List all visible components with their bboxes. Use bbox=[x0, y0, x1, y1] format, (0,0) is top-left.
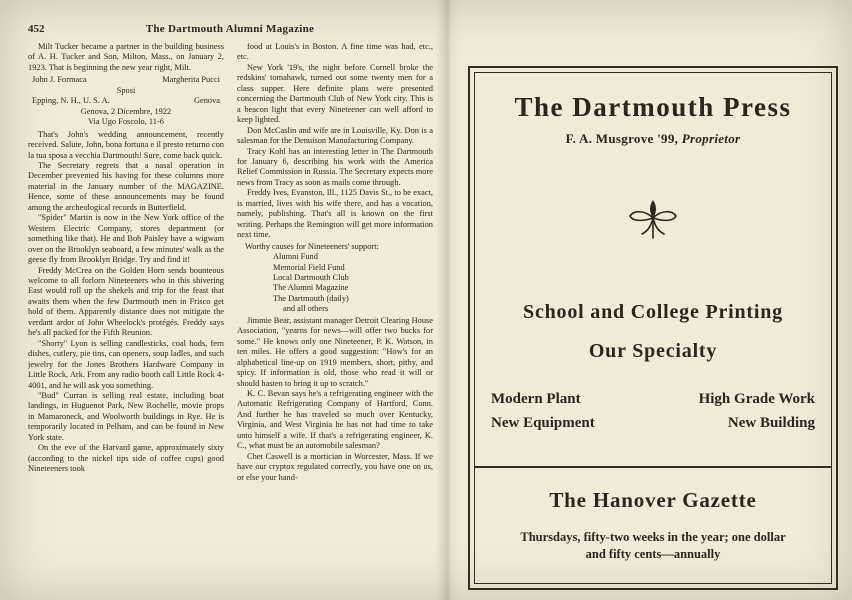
paragraph: "Bud" Curran is selling real estate, including boat landings, in Huguenot Park, New Rochelle, movie props in Mamaroneck, and Woolworth buildings in Rye. He is temporarily located in Pelham, and can be found in New York state. bbox=[28, 390, 224, 442]
gazette-info-line1: Thursdays, fifty-two weeks in the year; one dollar bbox=[520, 530, 786, 544]
paragraph: K. C. Bevan says he's a refrigerating engineer with the Automatic Refrigerating Company of Hartford, Conn. And further he has traveled so much over Kentucky, Virginia, and West Virginia he has not had time to take unto himself a wife. If that's a refrigerating engineer, K. C., what must be an automobile salesman? bbox=[237, 388, 433, 451]
proprietor-name: F. A. Musgrove '99, bbox=[565, 131, 679, 146]
feature-item: High Grade Work bbox=[698, 391, 815, 407]
ad-proprietor-line bbox=[475, 131, 831, 147]
wedding-announcement bbox=[28, 75, 224, 127]
gazette-info bbox=[475, 529, 831, 563]
gazette-info-line2: and fifty cents—annually bbox=[585, 546, 721, 561]
paragraph: Freddy McCrea on the Golden Horn sends bounteous welcome to all forlorn Nineteeners who in this shivering East would roll up the shekels and trip for the feast that awaits them when the few Dartmouth men in Frisco get hold of them. Apparently distance does not mitigate the verdant ardor of John Wheelock's protégés. Freddy says he's all packed for the Fifth Reunion. bbox=[28, 265, 224, 338]
groom-location: Epping, N. H., U. S. A. bbox=[32, 96, 110, 106]
gazette-title: The Hanover Gazette bbox=[549, 488, 757, 512]
paragraph: Tracy Kohl has an interesting letter in The Dartmouth for January 6, describing his work with the America Relief Commission in Russia. The Secretary expects more news from Tracy as soon as mails come through. bbox=[237, 146, 433, 187]
announcement-address: Via Ugo Foscolo, 11-6 bbox=[88, 117, 164, 127]
left-page-header bbox=[28, 23, 432, 35]
page-header-title: The Dartmouth Alumni Magazine bbox=[145, 23, 315, 35]
left-column bbox=[28, 42, 224, 582]
proprietor-title: Proprietor bbox=[681, 131, 741, 146]
paragraph: Don McCaslin and wife are in Louisville, Ky. Don is a salesman for the Denuison Manufacturing Company. bbox=[237, 125, 433, 146]
groom-name: John J. Formaca bbox=[32, 75, 87, 85]
right-column bbox=[237, 42, 433, 582]
cause-item: The Dartmouth (daily) bbox=[273, 293, 349, 303]
paragraph: food at Louis's in Boston. A fine time was had, etc., etc. bbox=[237, 42, 433, 62]
ad-divider-rule bbox=[475, 466, 831, 468]
announcement-sposi: Sposi bbox=[116, 85, 136, 95]
paragraph: On the eve of the Harvard game, approximately sixty (according to the nickel tips side of coffee cups) good Nineteeners took bbox=[28, 443, 224, 474]
advertisement-page bbox=[474, 72, 832, 584]
feature-item: New Equipment bbox=[491, 415, 595, 431]
announcement-locations-row bbox=[28, 96, 224, 106]
feature-item: Modern Plant bbox=[491, 391, 581, 407]
worthy-causes-list bbox=[237, 242, 433, 315]
page-gutter-shadow bbox=[436, 0, 462, 600]
text-columns bbox=[28, 42, 434, 582]
paragraph: "Shorty" Lyon is selling candlesticks, coal hods, fern dishes, cutlery, pie tins, can openers, soup ladles, and such jewelry for the Jones Brothers Hardware Company in Little Rock, Ark. From any radio booth call Little Rock 4-4001, and he will ask you something. bbox=[28, 338, 224, 390]
paragraph: That's John's wedding announcement, recently received. Salute, John, bona fortuna e il presto returno con la tua sposa a vecchia Dartmouth! Sure, come back quick. bbox=[28, 129, 224, 160]
cause-item: Local Dartmouth Club bbox=[273, 272, 349, 282]
cause-item: and all others bbox=[283, 304, 329, 314]
advertisement-border bbox=[468, 66, 838, 590]
paragraph: "Spider" Martin is now in the New York office of the Western Electric Company, stores department (or something like that). He and Bob Paisley have a wigwam over on the Brooklyn seaboard, a few minutes' walk as the geese fly from Brooklyn Bridge. Try and find it! bbox=[28, 213, 224, 265]
ad-features-left bbox=[491, 391, 595, 432]
ad-service-line2: Our Specialty bbox=[588, 340, 718, 362]
page-number: 452 bbox=[28, 23, 45, 35]
cause-item: Memorial Field Fund bbox=[273, 262, 345, 272]
bride-location: Genova bbox=[193, 96, 220, 106]
paragraph: Milt Tucker became a partner in the building business of A. H. Tucker and Son, Milton, Mass., on January 2, 1923. That is beginning the new year right, Milt. bbox=[28, 42, 224, 72]
paragraph: The Secretary regrets that a nasal operation in December prevented his having for these columns more material in the January number of the MAGAZINE. Hence, some of these announcements may be found among the archeological records in Butterfield. bbox=[28, 160, 224, 212]
causes-intro: Worthy causes for Nineteeners' support: bbox=[245, 241, 379, 251]
feature-item: New Building bbox=[727, 415, 815, 431]
ad-features-right bbox=[699, 391, 815, 432]
bride-name: Margherita Pucci bbox=[162, 75, 220, 85]
cause-item: The Alumni Magazine bbox=[273, 283, 349, 293]
cause-item: Alumni Fund bbox=[273, 252, 318, 262]
ad-title: The Dartmouth Press bbox=[514, 92, 792, 122]
paragraph: Freddy Ives, Evanston, Ill., 1125 Davis St., to be exact, is married, lives with his wife there, and has a vocation, namely, publishing. That's all is known on the first writing. Perhaps the Remington will get more information next time. bbox=[237, 188, 433, 240]
paragraph: Jimmie Bear, assistant manager Detroit Clearing House Association, "yearns for news—will offer two bucks for some." He knows only one Nineteener, P. K. Watson, in ten miles. He offers a good suggestion: "How's for an alphabetical line-up on 1919 members, short, pithy, and spicy. If information is old, those who read it will or should hasten to bring it up to scratch." bbox=[237, 315, 433, 388]
printer-flourish-ornament-icon bbox=[475, 197, 831, 241]
ad-service-line1: School and College Printing bbox=[523, 301, 783, 323]
paragraph: Chet Caswell is a mortician in Worcester, Mass. If we have our cryptox regulated correctly, you have one on us, or else your hand- bbox=[237, 451, 433, 482]
announcement-date: Genova, 2 Dicembre, 1922 bbox=[80, 106, 172, 116]
ad-features bbox=[475, 391, 831, 432]
announcement-names-row bbox=[28, 75, 224, 85]
paragraph: New York '19's, the night before Cornell broke the redskins' tomahawk, turned out some twenty men for a class supper. Here definite plans were presented concerning the Dartmouth Club of New York city. This is a beacon light that every Nineteener can well afford to keep lighted. bbox=[237, 62, 433, 125]
